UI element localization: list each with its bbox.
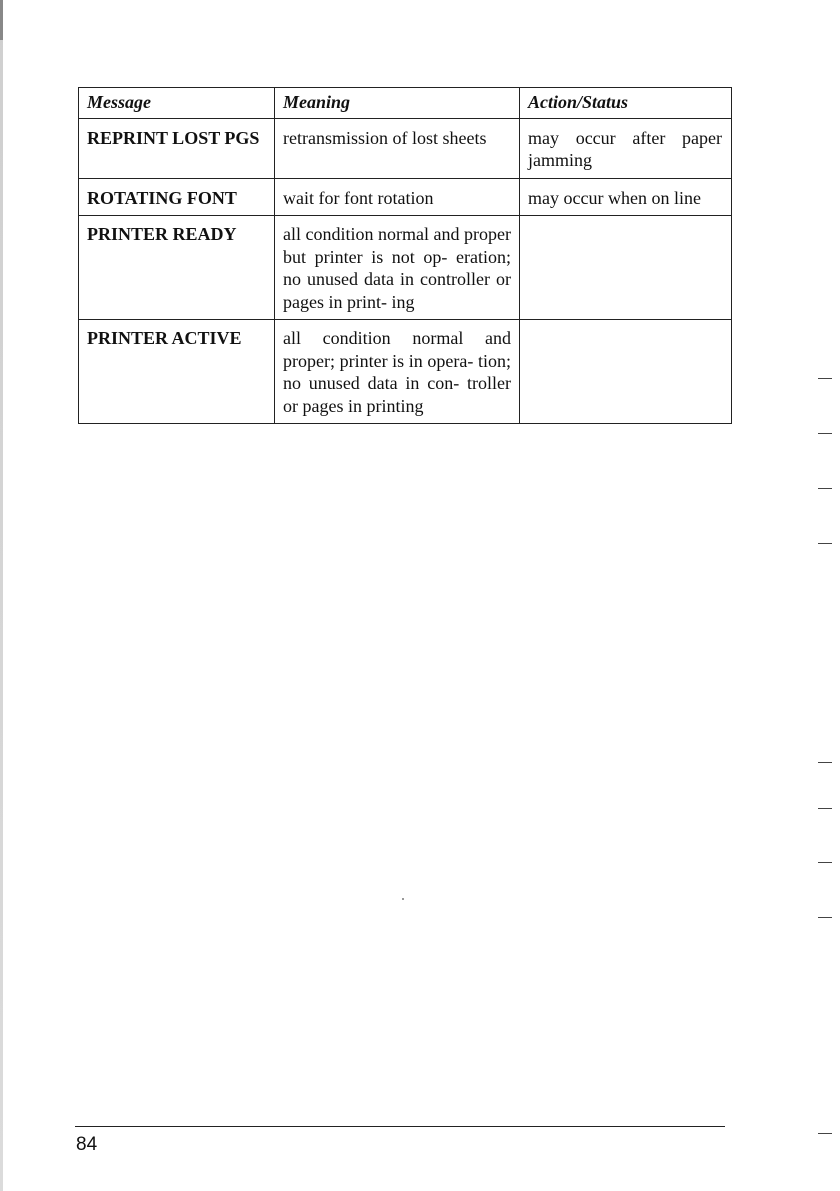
- header-action-status: Action/Status: [519, 88, 730, 118]
- table-row: [79, 320, 731, 423]
- message-cell: PRINTER ACTIVE: [87, 328, 242, 348]
- table-header-row: [79, 88, 731, 119]
- table-row: [79, 119, 731, 179]
- message-cell: PRINTER READY: [87, 224, 237, 244]
- action-cell: may occur after paper jamming: [519, 119, 730, 178]
- action-cell: [519, 216, 730, 319]
- page-number: 84: [76, 1134, 98, 1155]
- scan-speck: [402, 898, 404, 900]
- meaning-cell: retransmission of lost sheets: [274, 119, 519, 178]
- header-meaning: Meaning: [274, 88, 519, 118]
- scan-edge-artifact: [0, 0, 3, 1191]
- meaning-cell: wait for font rotation: [274, 179, 519, 216]
- meaning-cell: all condition normal and proper but printer is not op- eration; no unused data in controller or pages in print- ing: [274, 216, 519, 319]
- message-cell: REPRINT LOST PGS: [87, 127, 260, 148]
- message-cell: ROTATING FONT: [87, 187, 237, 208]
- message-table: [78, 87, 732, 424]
- meaning-cell: all condition normal and proper; printer is in opera- tion; no unused data in con- troller or pages in printing: [274, 320, 519, 423]
- table-row: [79, 216, 731, 320]
- table-row: [79, 179, 731, 217]
- action-cell: may occur when on line: [519, 179, 730, 216]
- action-cell: [519, 320, 730, 423]
- footer-rule: [75, 1126, 725, 1127]
- scan-margin-marks: [812, 0, 840, 1191]
- header-message: Message: [87, 92, 151, 112]
